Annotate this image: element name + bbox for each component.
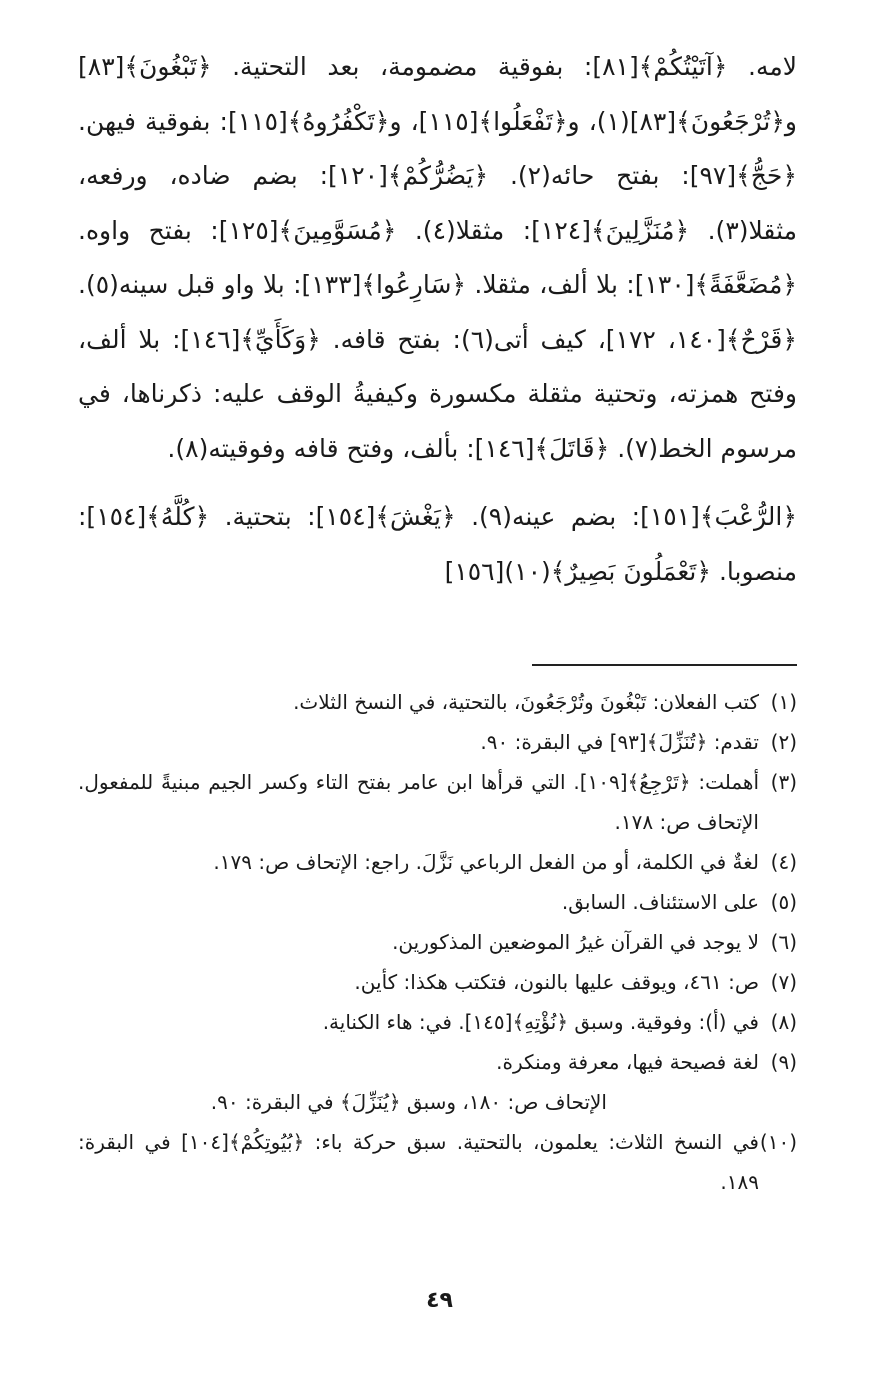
footnote-number: (٧) [770, 970, 797, 994]
footnote-5 [78, 882, 797, 922]
main-paragraph-1: لامه. ﴿آتَيْتُكُمْ﴾[٨١]: بفوقية مضمومة، بعد التحتية. ﴿تَبْغُونَ﴾[٨٣] و﴿تُرْجَعُونَ﴾[٨٣](١)، و﴿تَفْعَلُوا﴾[١١٥]، و﴿تَكْفُرُوهُ﴾[١١٥]: بفوقية فيهن. ﴿حَجُّ﴾[٩٧]: بفتح حائه(٢). ﴿يَضُرُّكُمْ﴾[١٢٠]: بضم ضاده، ورفعه، مثقلا(٣). ﴿مُنَزَّلِينَ﴾[١٢٤]: مثقلا(٤). ﴿مُسَوَّمِينَ﴾[١٢٥]: بفتح واوه. ﴿مُضَعَّفَةً﴾[١٣٠]: بلا ألف، مثقلا. ﴿سَارِعُوا﴾[١٣٣]: بلا واو قبل سينه(٥). ﴿قَرْحٌ﴾[١٤٠، ١٧٢]، كيف أتى(٦): بفتح قافه. ﴿وَكَأَيِّ﴾[١٤٦]: بلا ألف، وفتح همزته، وتحتية مثقلة مكسورة وكيفيةُ الوقف عليه: ذكرناها، في مرسوم الخط(٧). ﴿قَاتَلَ﴾[١٤٦]: بألف، وفتح قافه وفوقيته(٨). [78, 52, 798, 463]
footnote-text: أهملت: ﴿تَرْجِعُ﴾[١٠٩]. التي قرأها ابن عامر بفتح التاء وكسر الجيم مبنيةً للمفعول. الإتحاف ص: ١٧٨. [78, 770, 759, 834]
footnote-text: تقدم: ﴿تُنَزِّلَ﴾[٩٣] في البقرة: ٩٠. [480, 730, 759, 754]
footnote-number: (٨) [770, 1010, 797, 1034]
footnote-number: (٢) [770, 730, 797, 754]
paragraph-gap [78, 476, 797, 490]
footnote-text: لغة فصيحة فيها، معرفة ومنكرة. [496, 1050, 759, 1074]
footnote-3 [78, 762, 797, 842]
footnote-2 [78, 722, 797, 762]
footnote-number: (٩) [770, 1050, 797, 1074]
footnote-9 [78, 1042, 797, 1082]
footnote-6 [78, 922, 797, 962]
footnote-text: على الاستئناف. السابق. [561, 890, 759, 914]
footnote-text: لا يوجد في القرآن غيرُ الموضعين المذكورين. [392, 930, 759, 954]
footnote-number: (٥) [770, 890, 797, 914]
footnote-8 [78, 1002, 797, 1042]
main-paragraph-2: ﴿الرُّعْبَ﴾[١٥١]: بضم عينه(٩). ﴿يَغْشَ﴾[١٥٤]: بتحتية. ﴿كُلَّهُ﴾[١٥٤]: منصوبا. ﴿تَعْمَلُونَ بَصِيرٌ﴾(١٠)[١٥٦] [78, 502, 798, 586]
footnote-text: في (أ): وفوقية. وسبق ﴿نُؤْتِهِ﴾[١٤٥]. في: هاء الكناية. [322, 1010, 759, 1034]
main-text-block [78, 40, 797, 599]
footnote-number: (٤) [770, 850, 797, 874]
footnote-9-continuation: الإتحاف ص: ١٨٠، وسبق ﴿يُنَزِّلَ﴾ في البقرة: ٩٠. [210, 1090, 607, 1114]
page-number: ٤٩ [426, 1288, 453, 1313]
footnote-4 [78, 842, 797, 882]
footnote-number: (٦) [770, 930, 797, 954]
footnote-text: كتب الفعلان: تَبْغُونَ وتُرْجَعُونَ، بالتحتية، في النسخ الثلاث. [293, 690, 759, 714]
footnote-number: (١٠) [759, 1130, 797, 1154]
footnote-10 [78, 1122, 797, 1202]
footnote-1 [78, 682, 797, 722]
footnote-text: ص: ٤٦١، ويوقف عليها بالنون، فتكتب هكذا: كأين. [354, 970, 759, 994]
footnote-divider [532, 664, 797, 666]
footnote-number: (٣) [770, 770, 797, 794]
footnote-number: (١) [770, 690, 797, 714]
footnote-text: لغةٌ في الكلمة، أو من الفعل الرباعي نَزَّلَ. راجع: الإتحاف ص: ١٧٩. [213, 850, 759, 874]
footnote-7 [78, 962, 797, 1002]
footnote-text: في النسخ الثلاث: يعلمون، بالتحتية. سبق حركة باء: ﴿بُيُوتِكُمْ﴾[١٠٤] في البقرة: ١٨٩. [78, 1130, 759, 1194]
footnotes-section [78, 682, 797, 1202]
